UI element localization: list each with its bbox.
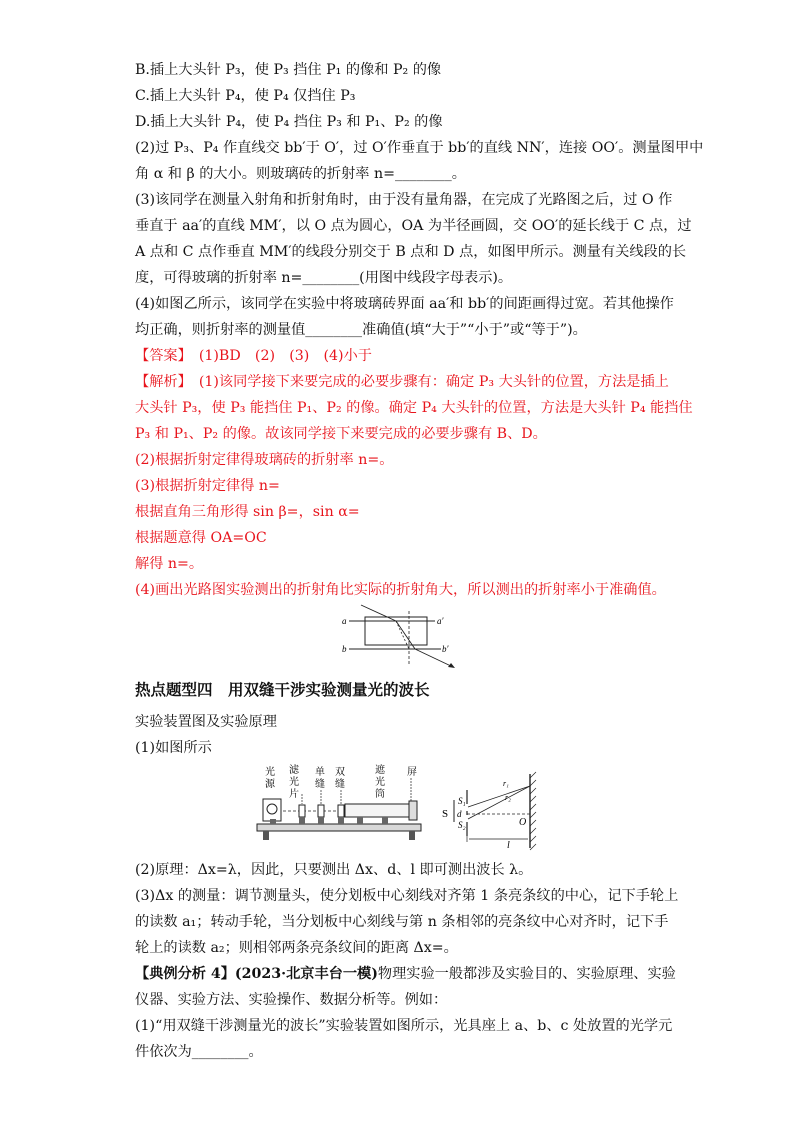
option-c: C.插上大头针 P₄，使 P₄ 仅挡住 P₃: [135, 88, 356, 104]
label-tube-2: 光: [375, 777, 385, 788]
analysis-line-3: P₃ 和 P₁、P₂ 的像。故该同学接下来要完成的必要步骤有 B、D。: [135, 426, 547, 442]
analysis-line-9: (4)画出光路图实验测出的折射角比实际的折射角大，所以测出的折射率小于准确值。: [135, 582, 666, 598]
label-filter-2: 光: [289, 777, 299, 788]
label-light-1: 光: [265, 767, 275, 778]
lamp-housing: [263, 799, 281, 821]
label-d: d: [457, 809, 462, 819]
label-O: O: [519, 817, 527, 828]
analysis-line-7: 根据题意得 OA=OC: [135, 530, 267, 546]
principle-line-4: 轮上的读数 a₂；则相邻两条亮条纹间的距离 Δx=。: [135, 940, 458, 956]
question-3-line-1: (3)该同学在测量入射角和折射角时，由于没有量角器，在完成了光路图之后，过 O 作: [135, 192, 673, 208]
label-S1: S₁: [458, 796, 466, 806]
eyepiece: [409, 801, 417, 820]
section-figure-caption: (1)如图所示: [135, 740, 212, 756]
example-line-1: [135, 964, 676, 984]
label-tube-1: 遮: [375, 765, 385, 776]
label-r2: r₂: [505, 793, 511, 802]
analysis-line-4: (2)根据折射定律得玻璃砖的折射率 n=。: [135, 452, 394, 468]
label-filter-1: 滤: [289, 765, 299, 776]
glass-refraction-figure: [335, 603, 465, 671]
label-a-prime: a′: [437, 616, 444, 626]
label-a: a: [342, 616, 347, 626]
question-4-line-2: 均正确，则折射率的测量值________准确值(填“大于”“小于”或“等于”)。: [135, 322, 587, 338]
option-b: B.插上大头针 P₃，使 P₃ 挡住 P₁ 的像和 P₂ 的像: [135, 62, 442, 78]
example-text-1: 物理实验一般都涉及实验目的、实验原理、实验: [377, 966, 676, 982]
slit-geometry-figure: [440, 770, 545, 852]
principle-line-3: 的读数 a₁；转动手轮，当分划板中心刻线与第 n 条相邻的亮条纹中心对齐时，记下手: [135, 914, 669, 930]
analysis-line-1: 【解析】 (1)该同学接下来要完成的必要步骤有：确定 P₃ 大头针的位置，方法是插上: [135, 374, 669, 390]
section-title: 热点题型四 用双缝干涉实验测量光的波长: [135, 681, 430, 699]
question-3-line-3: A 点和 C 点作垂直 MM′的线段分别交于 B 点和 D 点，如图甲所示。测量有关线段的长: [135, 244, 687, 260]
question-3-line-2: 垂直于 aa′的直线 MM′，以 O 点为圆心，OA 为半径画圆，交 OO′的延长线于 C 点，过: [135, 218, 692, 234]
question-2-line-2: 角 α 和 β 的大小。则玻璃砖的折射率 n=________。: [135, 166, 466, 182]
single-slit-holder: [318, 805, 324, 817]
label-b-prime: b′: [442, 644, 449, 654]
principle-line-1: (2)原理：Δx=λ，因此，只要测出 Δx、d、l 即可测出波长 λ。: [135, 862, 533, 878]
label-light-2: 源: [265, 779, 275, 790]
example-label: 【典例分析 4】(2023·北京丰台一模): [135, 966, 378, 982]
label-single-2: 缝: [315, 779, 325, 790]
analysis-line-2: 大头针 P₃，使 P₃ 能挡住 P₁、P₂ 的像。确定 P₄ 大头针的位置，方法是大头针 P₄ 能挡住: [135, 400, 693, 416]
label-S2: S₂: [458, 820, 466, 830]
analysis-line-8: 解得 n=。: [135, 556, 204, 572]
principle-line-2: (3)Δx 的测量：调节测量头，使分划板中心刻线对齐第 1 条亮条纹的中心，记下手轮上: [135, 888, 679, 904]
example-line-4: 件依次为________。: [135, 1044, 263, 1060]
example-line-2: 仪器、实验方法、实验操作、数据分析等。例如：: [135, 992, 448, 1008]
light-tube: [345, 804, 409, 817]
label-l: l: [507, 840, 510, 851]
question-3-line-4: 度，可得玻璃的折射率 n=________(用图中线段字母表示)。: [135, 270, 513, 286]
screen-hatching: [530, 772, 536, 850]
analysis-line-6: 根据直角三角形得 sin β=，sin α=: [135, 504, 360, 520]
label-filter-3: 片: [289, 789, 299, 800]
incident-ray: [361, 605, 396, 621]
example-line-3: (1)“用双缝干涉测量光的波长”实验装置如图所示，光具座上 a、b、c 处放置的光学元: [135, 1018, 673, 1034]
label-S: S: [442, 808, 449, 820]
option-d: D.插上大头针 P₄，使 P₄ 挡住 P₃ 和 P₁、P₂ 的像: [135, 114, 443, 130]
label-tube-3: 筒: [375, 789, 385, 800]
filter-holder: [299, 805, 305, 817]
label-r1: r₁: [503, 779, 509, 788]
question-2-line-1: (2)过 P₃、P₄ 作直线交 bb′于 O′，过 O′作垂直于 bb′的直线 NN′，连接 OO′。测量图甲中: [135, 140, 704, 156]
optical-bench: [257, 824, 421, 831]
label-single-1: 单: [315, 767, 325, 778]
question-4-line-1: (4)如图乙所示，该同学在实验中将玻璃砖界面 aa′和 bb′的间距画得过宽。若其他操作: [135, 296, 674, 312]
double-slit-apparatus-figure: [245, 764, 425, 846]
answer-line: 【答案】 (1)BD (2) (3) (4)小于: [135, 348, 372, 364]
label-screen: 屏: [407, 767, 417, 778]
double-slit-holder: [338, 805, 344, 817]
analysis-line-5: (3)根据折射定律得 n=: [135, 478, 280, 494]
label-double-2: 缝: [335, 779, 345, 790]
label-double-1: 双: [335, 767, 345, 778]
label-b: b: [342, 644, 347, 654]
section-intro: 实验装置图及实验原理: [135, 714, 277, 730]
